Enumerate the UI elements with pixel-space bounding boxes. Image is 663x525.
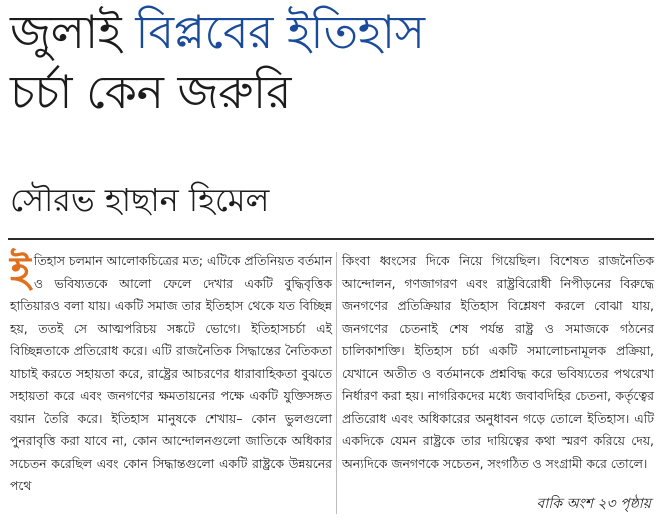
headline <box>10 2 650 122</box>
article-text-right: কিংবা ধ্বংসের দিকে নিয়ে গিয়েছিল। বিশেষত রাজনৈতিক আন্দোলন, গণজাগরণ এবং রাষ্ট্রবিরোধী নিপীড়নের বিরুদ্ধে জনগণের প্রতিক্রিয়ার ইতিহাস বিশ্লেষণ করলে বোঝা যায়, জনগণের চেতনাই শেষ পর্যন্ত রাষ্ট্র ও সমাজকে গঠনের চালিকাশক্তি। ইতিহাস চর্চা একটি সমালোচনামূলক প্রক্রিয়া, যেখানে অতীত ও বর্তমানকে প্রশ্নবিদ্ধ করে ভবিষ্যতের পথরেখা নির্ধারণ করা হয়। নাগরিকদের মধ্যে জবাবদিহির চেতনা, কর্তৃত্বের প্রতিরোধ এবং অধিকারের অনুধাবন গড়ে তোলে ইতিহাস। এটি একদিকে যেমন রাষ্ট্রকে তার দায়িত্বের কথা স্মরণ করিয়ে দেয়, অন্যদিকে জনগণকে সচেতন, সংগঠিত ও সংগ্রামী করে তোলে। <box>342 253 654 471</box>
section-divider <box>8 238 654 240</box>
drop-cap: ই <box>10 249 31 295</box>
author-byline: সৌরভ হাছান হিমেল <box>10 181 270 219</box>
headline-part-2: বিপ্লবের ইতিহাস <box>135 5 425 59</box>
continued-note: বাকি অংশ ২৩ পৃষ্ঠায় <box>536 496 651 512</box>
article-text-left: তিহাস চলমান আলোকচিত্রের মত; এটিকে প্রতিনিয়ত বর্তমান ও ভবিষ্যতকে আলো ফেলে দেখার একটি বুদ্ধিবৃত্তিক হাতিয়ারও বলা যায়। একটি সমাজ তার ইতিহাস থেকে যত বিচ্ছিন্ন হয়, ততই সে আত্মপরিচয় সঙ্কটে ভোগে। ইতিহাসচর্চা এই বিচ্ছিন্নতাকে প্রতিরোধ করে। এটি রাজনৈতিক সিদ্ধান্তের নৈতিকতা যাচাই করতে সহায়তা করে, রাষ্ট্রের আচরণের ধারাবাহিকতা বুঝতে সহায়তা করে এবং জনগণের ক্ষমতায়নের পক্ষে একটি যুক্তিসঙ্গত বয়ান তৈরি করে। ইতিহাস মানুষকে শেখায়– কোন ভুলগুলো পুনরাবৃত্তি করা যাবে না, কোন আন্দোলনগুলো জাতিকে অধিকার সচেতন করেছিল এবং কোন সিদ্ধান্তগুলো একটি রাষ্ট্রকে উন্নয়নের পথে <box>10 253 332 493</box>
article-column-left <box>10 250 332 498</box>
headline-part-1: জুলাই <box>10 5 136 59</box>
headline-part-3: চর্চা কেন জরুরি <box>10 65 291 119</box>
article-column-right <box>342 250 654 475</box>
column-divider <box>336 252 337 514</box>
